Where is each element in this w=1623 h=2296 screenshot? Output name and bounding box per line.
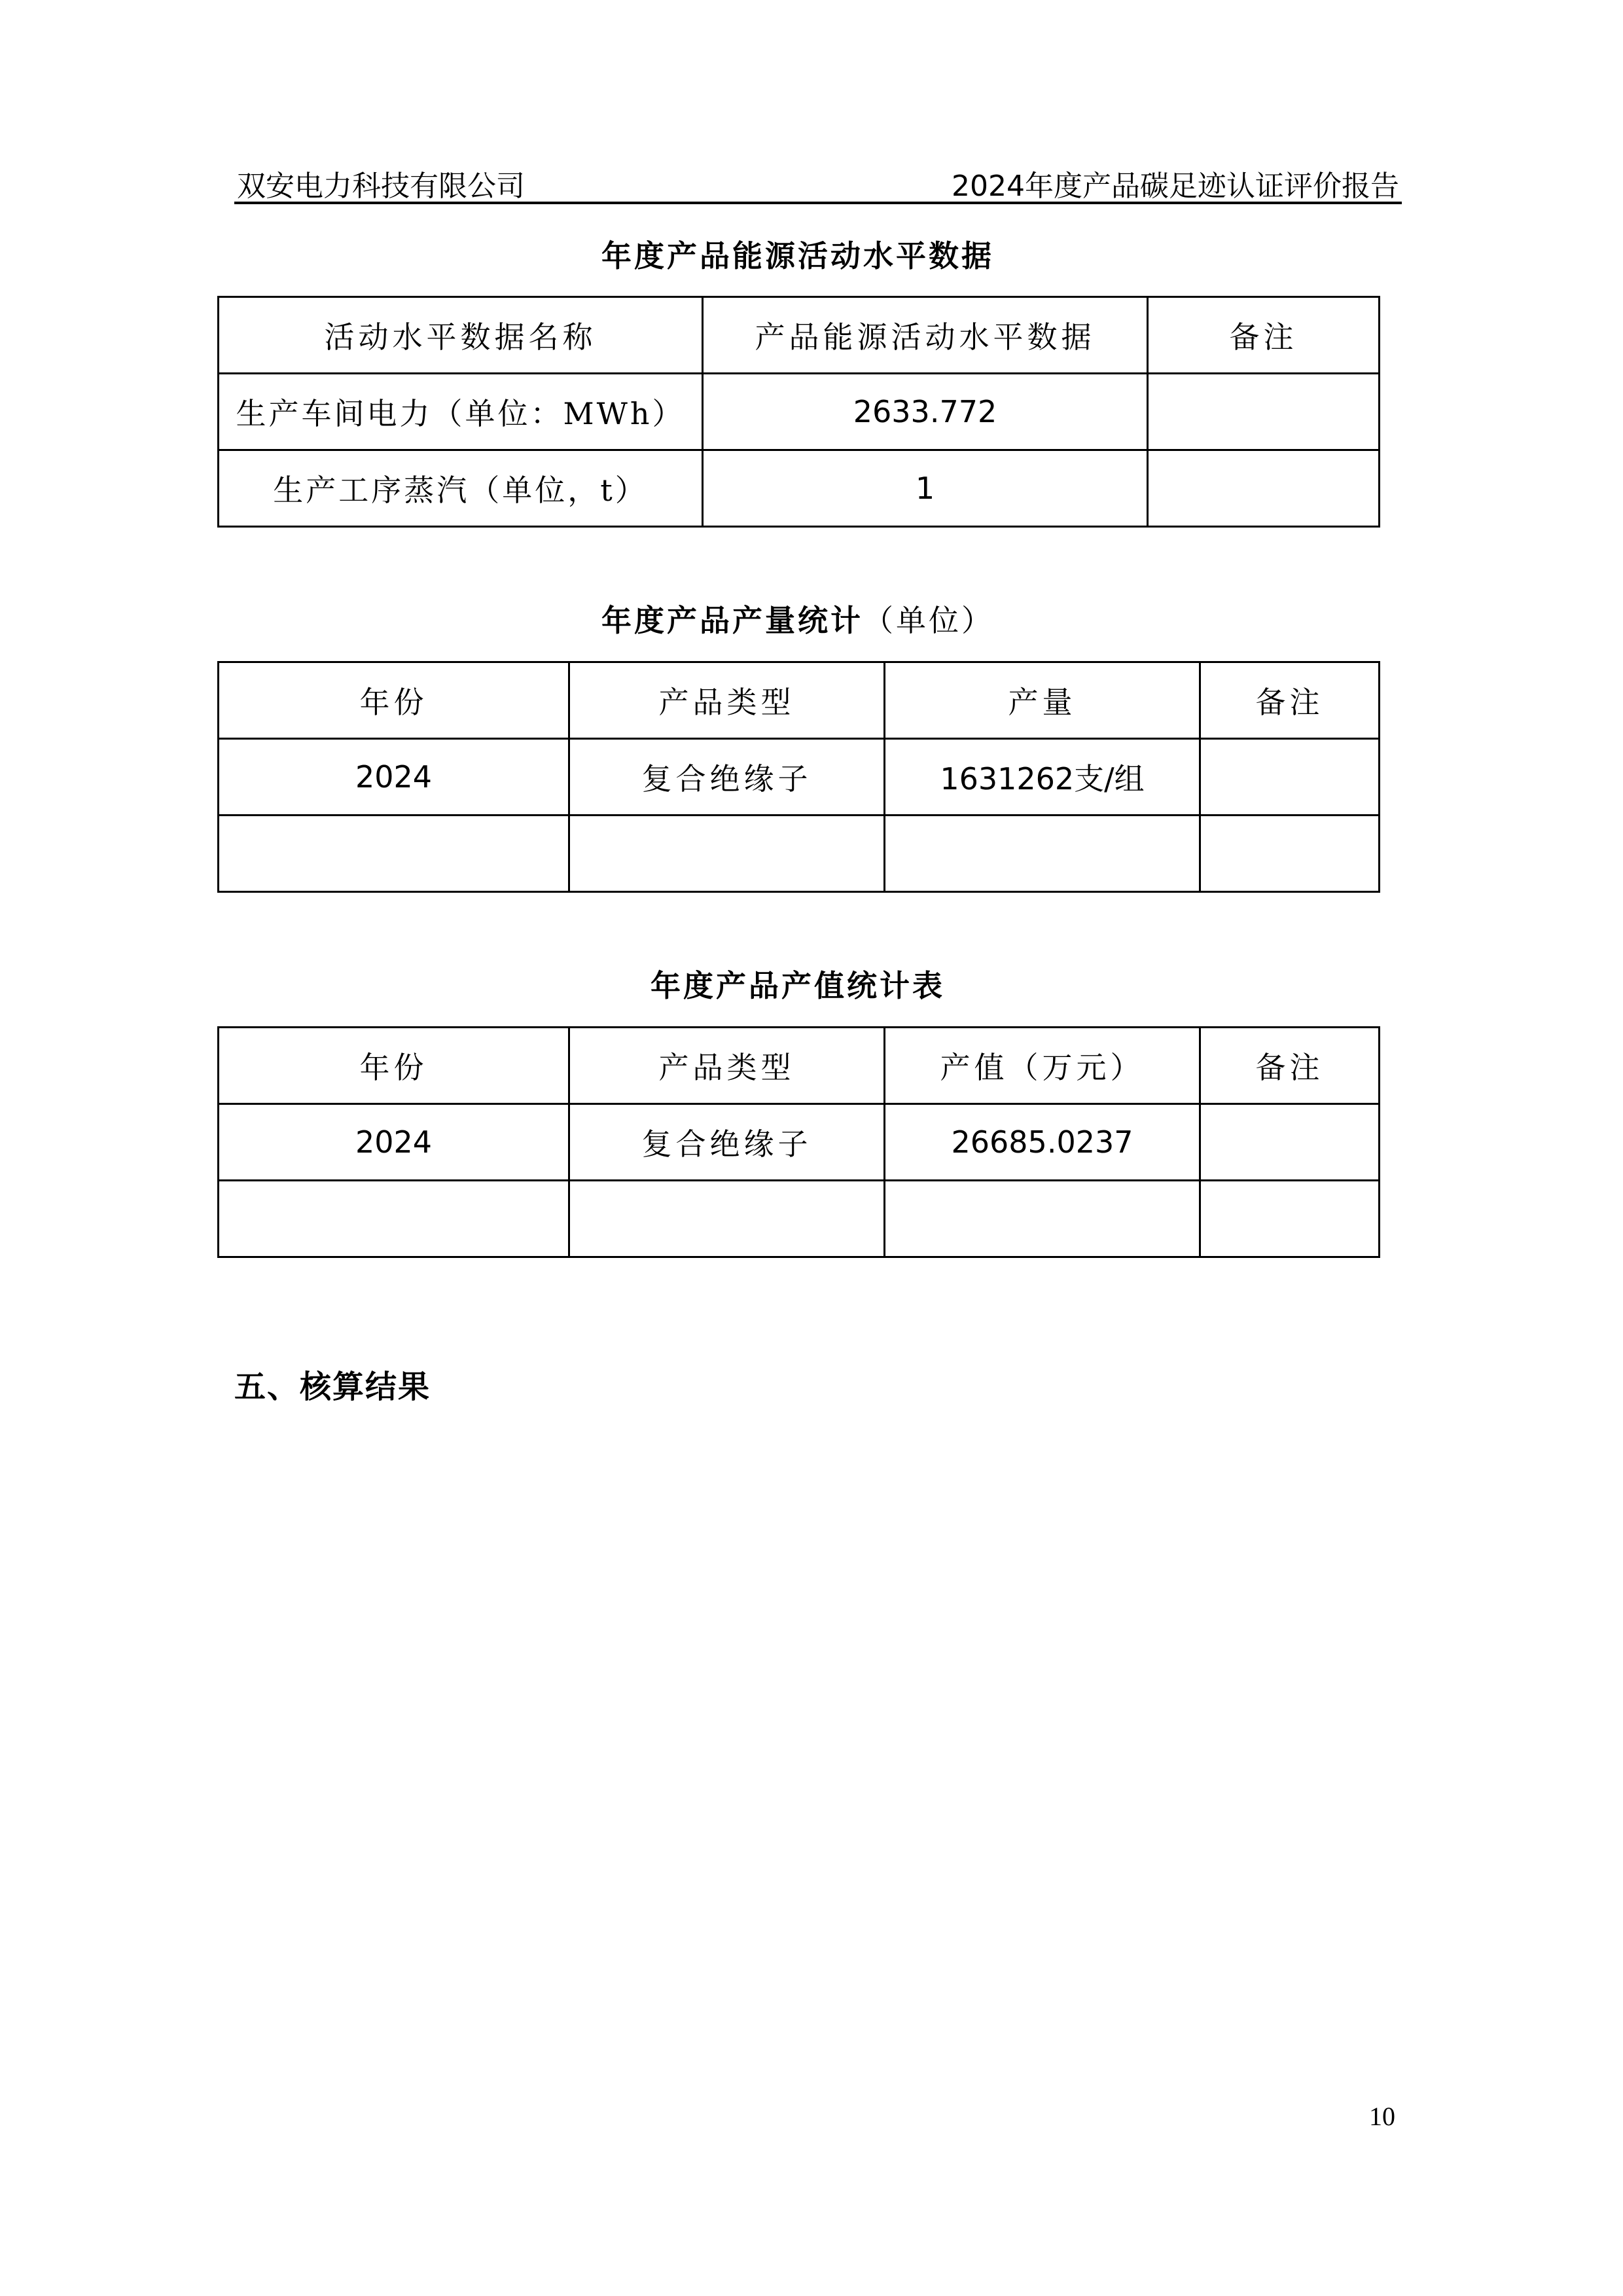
header-report-title: 2024年度产品碳足迹认证评价报告 <box>952 170 1399 203</box>
table-cell <box>885 1181 1200 1257</box>
header-cell: 产品类型 <box>569 1028 885 1104</box>
header-cell: 产量 <box>885 662 1200 739</box>
table-cell: 复合绝缘子 <box>569 739 885 816</box>
table-row <box>219 374 1380 450</box>
energy-activity-table <box>217 296 1380 528</box>
page-number: 10 <box>1369 2102 1395 2131</box>
header-cell: 备注 <box>1200 1028 1380 1104</box>
table2-caption <box>217 597 1378 640</box>
page-header <box>234 162 1402 204</box>
table-cell: 2633.772 <box>703 374 1148 450</box>
table-cell <box>885 816 1200 892</box>
table-header-row <box>219 297 1380 374</box>
table-cell <box>219 816 569 892</box>
header-cell: 产品能源活动水平数据 <box>703 297 1148 374</box>
production-value-table <box>217 1026 1380 1258</box>
table-row <box>219 816 1380 892</box>
table2-caption-suffix: （单位） <box>863 603 994 638</box>
table2-caption-text: 年度产品产量统计 <box>601 603 863 638</box>
table-row <box>219 450 1380 527</box>
table-row <box>219 739 1380 816</box>
table-cell: 1 <box>703 450 1148 527</box>
section-heading: 五、核算结果 <box>234 1369 431 1405</box>
table-cell <box>1200 816 1380 892</box>
production-volume-table <box>217 661 1380 893</box>
table-cell <box>569 816 885 892</box>
table3-caption: 年度产品产值统计表 <box>651 968 945 1003</box>
table-row <box>219 1104 1380 1181</box>
table-header-row <box>219 1028 1380 1104</box>
table-cell: 2024 <box>219 1104 569 1181</box>
table1-caption: 年度产品能源活动水平数据 <box>601 238 994 274</box>
header-cell: 年份 <box>219 1028 569 1104</box>
table-cell <box>569 1181 885 1257</box>
table-cell <box>219 1181 569 1257</box>
table-cell <box>1200 739 1380 816</box>
header-cell: 备注 <box>1200 662 1380 739</box>
table-header-row <box>219 662 1380 739</box>
header-cell: 产品类型 <box>569 662 885 739</box>
table-cell: 生产工序蒸汽（单位，t） <box>219 450 703 527</box>
table-cell <box>1200 1181 1380 1257</box>
table-cell: 26685.0237 <box>885 1104 1200 1181</box>
table-cell: 1631262支/组 <box>885 739 1200 816</box>
header-cell: 备注 <box>1148 297 1380 374</box>
table-cell: 2024 <box>219 739 569 816</box>
table-cell <box>1148 450 1380 527</box>
table-row <box>219 1181 1380 1257</box>
table-cell: 复合绝缘子 <box>569 1104 885 1181</box>
header-cell: 产值（万元） <box>885 1028 1200 1104</box>
header-company: 双安电力科技有限公司 <box>237 170 525 203</box>
table-cell: 生产车间电力（单位：MWh） <box>219 374 703 450</box>
header-cell: 年份 <box>219 662 569 739</box>
header-cell: 活动水平数据名称 <box>219 297 703 374</box>
table-cell <box>1148 374 1380 450</box>
table-cell <box>1200 1104 1380 1181</box>
